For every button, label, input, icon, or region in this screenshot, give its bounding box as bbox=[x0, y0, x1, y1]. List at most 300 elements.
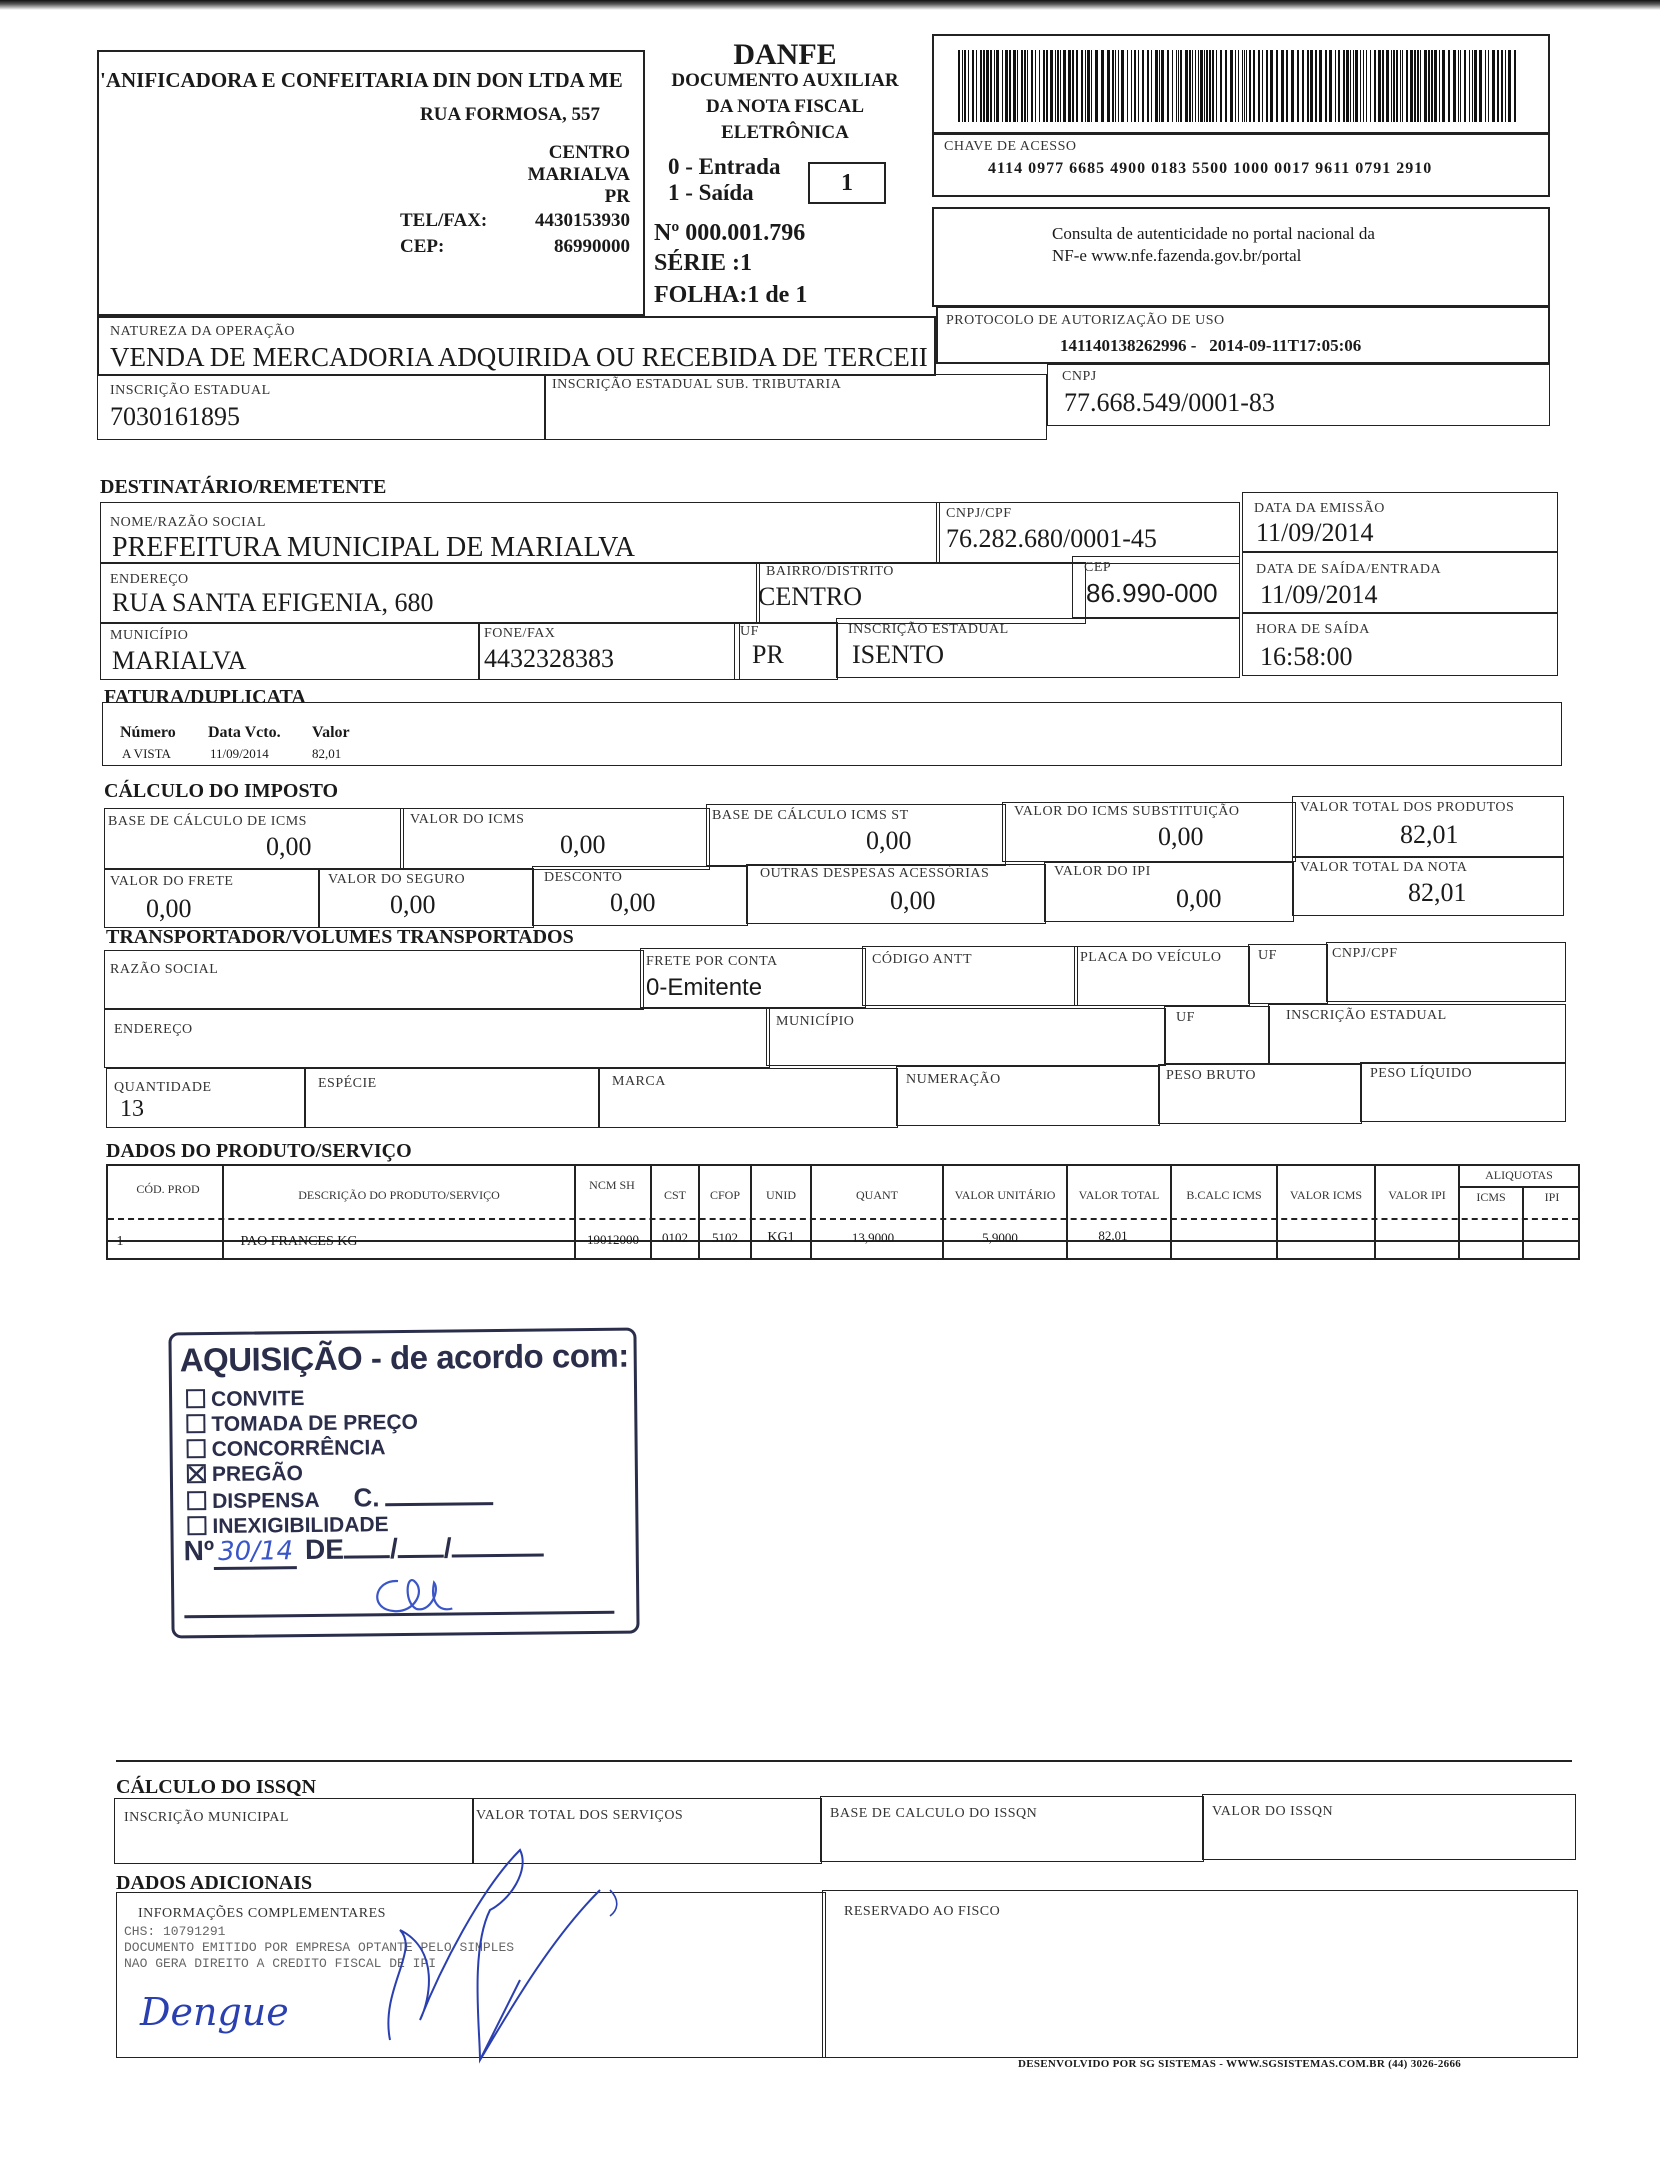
barcode-bar bbox=[1204, 50, 1205, 122]
barcode-bar bbox=[1017, 50, 1018, 122]
emitente-district: CENTRO bbox=[548, 142, 630, 163]
barcode-bar bbox=[1039, 50, 1040, 122]
stamp-c-line bbox=[386, 1502, 494, 1506]
barcode-bar bbox=[1414, 50, 1416, 122]
barcode-bar bbox=[1195, 50, 1196, 122]
barcode-bar bbox=[1121, 50, 1124, 122]
barcode-bar bbox=[1424, 50, 1427, 122]
barcode-bar bbox=[1076, 50, 1078, 122]
barcode-bar bbox=[1319, 50, 1322, 122]
barcode-bar bbox=[1417, 50, 1419, 122]
adicionais-info-label: INFORMAÇÕES COMPLEMENTARES bbox=[138, 1906, 386, 1921]
barcode-bar bbox=[1055, 50, 1056, 122]
base-st-value: 0,00 bbox=[866, 826, 912, 855]
transp-uf-label: UF bbox=[1258, 948, 1277, 963]
col-aliq-icms: ICMS bbox=[1476, 1190, 1506, 1204]
col-aliq: ALIQUOTAS bbox=[1485, 1168, 1553, 1182]
protocolo-value: 141140138262996 - 2014-09-11T17:05:06 bbox=[1060, 336, 1362, 355]
barcode-bar bbox=[1310, 50, 1313, 122]
acquisition-stamp bbox=[168, 1328, 639, 1639]
stamp-option-concorrencia: CONCORRÊNCIA bbox=[187, 1434, 494, 1462]
valor-icms-label: VALOR DO ICMS bbox=[410, 812, 525, 827]
barcode-bar bbox=[958, 50, 960, 122]
barcode-bar bbox=[1281, 50, 1284, 122]
barcode-bar bbox=[994, 50, 995, 122]
barcode-bar bbox=[1469, 50, 1470, 122]
stamp-option-tomada: TOMADA DE PREÇO bbox=[186, 1409, 493, 1437]
barcode-bar bbox=[1485, 50, 1486, 122]
barcode-bar bbox=[968, 50, 969, 122]
base-icms-label: BASE DE CÁLCULO DE ICMS bbox=[108, 814, 307, 829]
cnpj-value: 77.668.549/0001-83 bbox=[1064, 388, 1275, 417]
barcode-bar bbox=[1072, 50, 1074, 122]
barcode-bar bbox=[1107, 50, 1110, 122]
barcode-bar bbox=[1315, 50, 1317, 122]
barcode-bar bbox=[1138, 50, 1139, 122]
barcode-bar bbox=[1112, 50, 1114, 122]
barcode-bar bbox=[1307, 50, 1309, 122]
natureza-label: NATUREZA DA OPERAÇÃO bbox=[110, 324, 296, 339]
dest-bairro-value: CENTRO bbox=[758, 582, 862, 611]
emitente-cep-label: CEP: bbox=[400, 236, 445, 257]
dest-fone-value: 4432328383 bbox=[484, 644, 614, 673]
barcode-bar bbox=[1043, 50, 1045, 122]
stamp-de-label: DE bbox=[304, 1533, 345, 1566]
total-nota-value: 82,01 bbox=[1408, 878, 1467, 907]
transp-antt-label: CÓDIGO ANTT bbox=[872, 952, 972, 967]
dest-endereco-value: RUA SANTA EFIGENIA, 680 bbox=[112, 588, 434, 617]
stamp-initials-scribble bbox=[354, 1560, 465, 1621]
barcode-bar bbox=[1442, 50, 1445, 122]
danfe-subtitle-1: DOCUMENTO AUXILIAR bbox=[671, 70, 899, 91]
barcode-bar bbox=[1046, 50, 1048, 122]
seguro-value: 0,00 bbox=[390, 890, 436, 919]
checkbox-empty-icon bbox=[187, 1491, 206, 1510]
barcode-bar bbox=[1185, 50, 1188, 122]
row-unid: KG1 bbox=[767, 1230, 795, 1245]
dest-uf-label: UF bbox=[740, 624, 759, 639]
ipi-label: VALOR DO IPI bbox=[1054, 864, 1151, 879]
consulta-text-2: NF-e www.nfe.fazenda.gov.br/portal bbox=[1052, 246, 1302, 265]
dest-uf-value: PR bbox=[752, 640, 784, 669]
barcode-bar bbox=[1360, 50, 1361, 122]
barcode-bar bbox=[1147, 50, 1149, 122]
dest-ie-label: INSCRIÇÃO ESTADUAL bbox=[848, 622, 1009, 637]
col-ncm: NCM SH bbox=[589, 1178, 635, 1192]
barcode-bar bbox=[1458, 50, 1459, 122]
base-icms-value: 0,00 bbox=[266, 832, 312, 861]
barcode-bar bbox=[1363, 50, 1364, 122]
barcode-bar bbox=[986, 50, 989, 122]
stamp-option-pregao: PREGÃO bbox=[187, 1459, 494, 1487]
col-vipi: VALOR IPI bbox=[1388, 1188, 1446, 1202]
barcode-bar bbox=[972, 50, 974, 122]
barcode-bar bbox=[1178, 50, 1179, 122]
footer-credit: DESENVOLVIDO POR SG SISTEMAS - WWW.SGSISTEMAS.COM.BR (44) 3026-2666 bbox=[1018, 2058, 1462, 2070]
barcode-bar bbox=[1492, 50, 1495, 122]
danfe-saida: 1 - Saída bbox=[668, 180, 754, 205]
fatura-h-valor: Valor bbox=[312, 724, 350, 741]
barcode-bar bbox=[1391, 50, 1392, 122]
desconto-label: DESCONTO bbox=[544, 870, 623, 885]
barcode-bar bbox=[996, 50, 999, 122]
natureza-value: VENDA DE MERCADORIA ADQUIRIDA OU RECEBIDA DE TERCEII bbox=[110, 342, 928, 372]
fatura-h-numero: Número bbox=[120, 724, 176, 741]
seguro-label: VALOR DO SEGURO bbox=[328, 872, 466, 887]
transp-qtd-label: QUANTIDADE bbox=[114, 1080, 212, 1095]
barcode-bar bbox=[1063, 50, 1066, 122]
outras-value: 0,00 bbox=[890, 886, 936, 915]
col-unit: VALOR UNITÁRIO bbox=[954, 1188, 1056, 1202]
issqn-rule bbox=[116, 1760, 1572, 1762]
produtos-section: DADOS DO PRODUTO/SERVIÇO bbox=[106, 1140, 412, 1162]
barcode-bar bbox=[983, 50, 985, 122]
adicionais-fisco-label: RESERVADO AO FISCO bbox=[844, 1904, 1001, 1919]
barcode-bar bbox=[1464, 50, 1466, 122]
row-total: 82,01 bbox=[1098, 1228, 1128, 1243]
barcode-bar bbox=[1013, 50, 1016, 122]
transp-numeracao-label: NUMERAÇÃO bbox=[906, 1072, 1001, 1087]
barcode-bar bbox=[990, 50, 992, 122]
barcode-bar bbox=[1474, 50, 1477, 122]
barcode-bar bbox=[1514, 50, 1516, 122]
ipi-value: 0,00 bbox=[1176, 884, 1222, 913]
issqn-section: CÁLCULO DO ISSQN bbox=[116, 1776, 317, 1798]
barcode-bar bbox=[1270, 50, 1273, 122]
barcode-bar bbox=[1335, 50, 1336, 122]
col-aliq-ipi: IPI bbox=[1544, 1190, 1560, 1204]
barcode-bar bbox=[976, 50, 977, 122]
barcode-bar bbox=[1302, 50, 1304, 122]
dest-saida-value: 11/09/2014 bbox=[1260, 580, 1378, 609]
barcode-bar bbox=[1009, 50, 1011, 122]
dest-cep-label: CEP bbox=[1084, 560, 1112, 575]
emitente-tel-label: TEL/FAX: bbox=[400, 210, 488, 231]
valor-st-label: VALOR DO ICMS SUBSTITUIÇÃO bbox=[1014, 804, 1240, 819]
barcode-bar bbox=[1343, 50, 1345, 122]
dest-bairro-label: BAIRRO/DISTRITO bbox=[766, 564, 894, 579]
checkbox-empty-icon bbox=[187, 1516, 206, 1535]
danfe-subtitle-3: ELETRÔNICA bbox=[721, 122, 849, 143]
danfe-title: DANFE bbox=[733, 38, 837, 71]
fatura-numero: A VISTA bbox=[122, 746, 171, 761]
adicionais-line-3: NAO GERA DIREITO A CREDITO FISCAL DE IPI bbox=[124, 1956, 437, 1971]
barcode-bar bbox=[1291, 50, 1294, 122]
imposto-section: CÁLCULO DO IMPOSTO bbox=[104, 780, 339, 802]
barcode-bar bbox=[1155, 50, 1158, 122]
dest-cnpj-label: CNPJ/CPF bbox=[946, 506, 1012, 521]
barcode-bar bbox=[1212, 50, 1214, 122]
barcode-bar bbox=[1134, 50, 1136, 122]
barcode-bar bbox=[1253, 50, 1255, 122]
barcode-bar bbox=[1325, 50, 1327, 122]
barcode-bar bbox=[1159, 50, 1160, 122]
valor-st-value: 0,00 bbox=[1158, 822, 1204, 851]
barcode-bar bbox=[1200, 50, 1203, 122]
barcode-bar bbox=[1410, 50, 1413, 122]
barcode-bar bbox=[1350, 50, 1351, 122]
dest-saida-label: DATA DE SAÍDA/ENTRADA bbox=[1256, 562, 1442, 577]
barcode-bar bbox=[980, 50, 982, 122]
dest-endereco-label: ENDEREÇO bbox=[110, 572, 189, 587]
barcode-bar bbox=[1338, 50, 1340, 122]
barcode-bar bbox=[1249, 50, 1251, 122]
danfe-numero: Nº 000.001.796 bbox=[654, 220, 806, 246]
row-unit: 5,9000 bbox=[982, 1230, 1018, 1245]
issqn-vts-label: VALOR TOTAL DOS SERVIÇOS bbox=[476, 1808, 684, 1823]
barcode-bar bbox=[1216, 50, 1217, 122]
transp-uf2-label: UF bbox=[1176, 1010, 1195, 1025]
barcode-bar bbox=[1406, 50, 1408, 122]
stamp-option-inexigibilidade: INEXIGIBILIDADE bbox=[187, 1511, 494, 1539]
frete-value: 0,00 bbox=[146, 894, 192, 923]
transp-especie-label: ESPÉCIE bbox=[318, 1076, 377, 1091]
checkbox-empty-icon bbox=[186, 1389, 205, 1408]
barcode-bar bbox=[1431, 50, 1433, 122]
barcode-bar bbox=[1353, 50, 1354, 122]
barcode-bar bbox=[1382, 50, 1384, 122]
adicionais-section: DADOS ADICIONAIS bbox=[116, 1872, 313, 1894]
barcode-bar bbox=[1081, 50, 1083, 122]
barcode-bar bbox=[1297, 50, 1299, 122]
barcode-bar bbox=[1448, 50, 1450, 122]
issqn-valor-label: VALOR DO ISSQN bbox=[1212, 1804, 1334, 1819]
stamp-no-label: Nº bbox=[183, 1534, 215, 1567]
emitente-street: RUA FORMOSA, 557 bbox=[420, 104, 600, 125]
transp-razao-box bbox=[104, 950, 644, 1010]
barcode-bar bbox=[1085, 50, 1086, 122]
transp-peso-bruto-label: PESO BRUTO bbox=[1166, 1068, 1256, 1083]
danfe-serie: SÉRIE :1 bbox=[654, 250, 753, 276]
barcode-bar bbox=[1027, 50, 1028, 122]
barcode-bar bbox=[1378, 50, 1381, 122]
row-cod: 1 bbox=[116, 1234, 124, 1249]
barcode-bar bbox=[1276, 50, 1278, 122]
chave-label: CHAVE DE ACESSO bbox=[944, 139, 1077, 154]
barcode-bar bbox=[962, 50, 963, 122]
barcode-bar bbox=[1366, 50, 1367, 122]
barcode-bar bbox=[1131, 50, 1132, 122]
transp-cnpj-label: CNPJ/CPF bbox=[1332, 946, 1398, 961]
frete-label: VALOR DO FRETE bbox=[110, 874, 234, 889]
barcode-bar bbox=[1142, 50, 1144, 122]
barcode-bar bbox=[1151, 50, 1152, 122]
barcode-bar bbox=[1057, 50, 1059, 122]
stamp-option-convite: CONVITE bbox=[186, 1384, 493, 1412]
fatura-h-data: Data Vcto. bbox=[208, 724, 281, 741]
emitente-tel: 4430153930 bbox=[535, 210, 630, 231]
consulta-text-1: Consulta de autenticidade no portal nacional da bbox=[1052, 224, 1375, 243]
barcode-bar bbox=[964, 50, 966, 122]
valor-icms-value: 0,00 bbox=[560, 830, 606, 859]
col-total: VALOR TOTAL bbox=[1078, 1188, 1160, 1202]
danfe-subtitle-2: DA NOTA FISCAL bbox=[705, 96, 864, 117]
barcode-bar bbox=[1230, 50, 1233, 122]
barcode-bar bbox=[1396, 50, 1398, 122]
barcode-bar bbox=[1453, 50, 1456, 122]
transp-ie-label: INSCRIÇÃO ESTADUAL bbox=[1286, 1008, 1447, 1023]
transp-marca-label: MARCA bbox=[612, 1074, 666, 1089]
stamp-c-label: C. bbox=[353, 1482, 380, 1513]
barcode-bar bbox=[1402, 50, 1403, 122]
dest-hora-value: 16:58:00 bbox=[1260, 642, 1353, 671]
barcode-bar bbox=[1180, 50, 1182, 122]
transp-qtd-value: 13 bbox=[120, 1096, 144, 1122]
dest-hora-label: HORA DE SAÍDA bbox=[1256, 622, 1370, 637]
checkbox-empty-icon bbox=[187, 1439, 206, 1458]
dest-nome-label: NOME/RAZÃO SOCIAL bbox=[110, 515, 266, 530]
transp-municipio-label: MUNICÍPIO bbox=[776, 1014, 855, 1029]
emitente-name: 'ANIFICADORA E CONFEITARIA DIN DON LTDA ME bbox=[100, 68, 623, 92]
fatura-data: 11/09/2014 bbox=[210, 746, 269, 761]
transp-endereco-box bbox=[104, 1008, 770, 1068]
issqn-base-label: BASE DE CALCULO DO ISSQN bbox=[830, 1806, 1038, 1821]
transporte-section: TRANSPORTADOR/VOLUMES TRANSPORTADOS bbox=[106, 926, 574, 948]
col-quant: QUANT bbox=[856, 1188, 898, 1202]
ie-label: INSCRIÇÃO ESTADUAL bbox=[110, 383, 271, 398]
barcode-bar bbox=[1189, 50, 1191, 122]
col-vicms: VALOR ICMS bbox=[1289, 1188, 1363, 1202]
checkbox-checked-icon bbox=[187, 1464, 206, 1483]
transp-placa-label: PLACA DO VEÍCULO bbox=[1080, 950, 1222, 965]
scan-edge bbox=[0, 0, 1660, 10]
transp-frete-value: 0-Emitente bbox=[646, 974, 763, 1001]
col-desc: DESCRIÇÃO DO PRODUTO/SERVIÇO bbox=[298, 1188, 500, 1202]
total-prod-value: 82,01 bbox=[1400, 820, 1459, 849]
barcode-bar bbox=[1068, 50, 1071, 122]
barcode-bar bbox=[1439, 50, 1440, 122]
dest-ie-value: ISENTO bbox=[852, 640, 944, 669]
base-st-label: BASE DE CÁLCULO ICMS ST bbox=[712, 808, 909, 823]
barcode bbox=[958, 50, 1520, 122]
barcode-bar bbox=[1329, 50, 1332, 122]
barcode-bar bbox=[1428, 50, 1430, 122]
row-desc: PAO FRANCES KG bbox=[240, 1234, 358, 1249]
danfe-entrada: 0 - Entrada bbox=[668, 154, 781, 179]
fatura-section: FATURA/DUPLICATA bbox=[104, 686, 306, 708]
barcode-bar bbox=[1242, 50, 1243, 122]
dest-municipio-value: MARIALVA bbox=[112, 646, 247, 675]
dest-municipio-label: MUNICÍPIO bbox=[110, 628, 189, 643]
row-cfop: 5102 bbox=[712, 1230, 738, 1245]
barcode-bar bbox=[1346, 50, 1349, 122]
total-prod-label: VALOR TOTAL DOS PRODUTOS bbox=[1300, 800, 1515, 815]
emitente-state: PR bbox=[604, 186, 630, 207]
stamp-option-dispensa: DISPENSA C. bbox=[187, 1484, 494, 1514]
barcode-bar bbox=[1118, 50, 1119, 122]
barcode-bar bbox=[1472, 50, 1473, 122]
barcode-bar bbox=[1460, 50, 1461, 122]
barcode-bar bbox=[1246, 50, 1247, 122]
dest-emissao-label: DATA DA EMISSÃO bbox=[1254, 501, 1385, 516]
chave-value: 4114 0977 6685 4900 0183 5500 1000 0017 9611 0791 2910 bbox=[988, 160, 1433, 177]
barcode-bar bbox=[1024, 50, 1026, 122]
barcode-bar bbox=[1095, 50, 1098, 122]
col-bcalc: B.CALC ICMS bbox=[1186, 1188, 1262, 1202]
emitente-cep: 86990000 bbox=[554, 236, 630, 257]
row-ncm: 19012000 bbox=[587, 1232, 639, 1247]
barcode-bar bbox=[1286, 50, 1288, 122]
barcode-bar bbox=[1050, 50, 1053, 122]
desconto-value: 0,00 bbox=[610, 888, 656, 917]
barcode-bar bbox=[1488, 50, 1489, 122]
col-cod: CÓD. PROD bbox=[136, 1182, 200, 1196]
destinatario-section: DESTINATÁRIO/REMETENTE bbox=[100, 476, 387, 498]
barcode-bar bbox=[1244, 50, 1245, 122]
row-cst: 0102 bbox=[662, 1230, 688, 1245]
dest-cep-value: 86.990-000 bbox=[1086, 578, 1218, 608]
barcode-bar bbox=[1262, 50, 1263, 122]
barcode-bar bbox=[1235, 50, 1236, 122]
barcode-bar bbox=[1386, 50, 1389, 122]
signature-scribble bbox=[360, 1830, 660, 2080]
stamp-title: AQUISIÇÃO - de acordo com: bbox=[179, 1336, 629, 1379]
barcode-bar bbox=[1176, 50, 1177, 122]
barcode-bar bbox=[1355, 50, 1358, 122]
barcode-bar bbox=[1238, 50, 1239, 122]
barcode-bar bbox=[1192, 50, 1193, 122]
transp-frete-label: FRETE POR CONTA bbox=[646, 954, 778, 969]
checkbox-empty-icon bbox=[186, 1414, 205, 1433]
stamp-no-value: 30/14 bbox=[214, 1536, 297, 1570]
barcode-bar bbox=[1167, 50, 1169, 122]
col-unid: UNID bbox=[766, 1188, 796, 1202]
barcode-bar bbox=[1198, 50, 1199, 122]
barcode-bar bbox=[1021, 50, 1023, 122]
protocolo-label: PROTOCOLO DE AUTORIZAÇÃO DE USO bbox=[946, 313, 1225, 328]
transp-peso-liquido-label: PESO LÍQUIDO bbox=[1370, 1066, 1473, 1081]
issqn-im-label: INSCRIÇÃO MUNICIPAL bbox=[124, 1810, 289, 1825]
barcode-bar bbox=[1370, 50, 1371, 122]
barcode-bar bbox=[1479, 50, 1482, 122]
barcode-bar bbox=[1002, 50, 1003, 122]
barcode-bar bbox=[1374, 50, 1376, 122]
barcode-bar bbox=[1497, 50, 1499, 122]
col-cfop: CFOP bbox=[709, 1188, 741, 1202]
dest-emissao-value: 11/09/2014 bbox=[1256, 518, 1374, 547]
adicionais-line-2: DOCUMENTO EMITIDO POR EMPRESA OPTANTE PELO SIMPLES bbox=[124, 1940, 515, 1955]
barcode-bar bbox=[1172, 50, 1173, 122]
stamp-no-line: Nº 30/14 DE / / bbox=[184, 1532, 544, 1568]
barcode-bar bbox=[1434, 50, 1437, 122]
barcode-bar bbox=[1220, 50, 1222, 122]
barcode-bar bbox=[1508, 50, 1511, 122]
emitente-city: MARIALVA bbox=[527, 164, 630, 185]
barcode-bar bbox=[1501, 50, 1503, 122]
adicionais-line-1: CHS: 10791291 bbox=[124, 1924, 226, 1939]
stamp-options bbox=[186, 1384, 494, 1539]
fatura-valor: 82,01 bbox=[312, 746, 342, 761]
barcode-bar bbox=[1005, 50, 1008, 122]
dest-cnpj-value: 76.282.680/0001-45 bbox=[946, 524, 1157, 553]
row-quant: 13,9000 bbox=[851, 1230, 895, 1245]
barcode-bar bbox=[1060, 50, 1061, 122]
barcode-bar bbox=[1091, 50, 1092, 122]
transp-endereco-label: ENDEREÇO bbox=[114, 1022, 193, 1037]
barcode-bar bbox=[1087, 50, 1090, 122]
iest-label: INSCRIÇÃO ESTADUAL SUB. TRIBUTARIA bbox=[552, 377, 842, 392]
barcode-bar bbox=[1101, 50, 1104, 122]
barcode-bar bbox=[1031, 50, 1033, 122]
handwritten-note: Dengue bbox=[140, 1990, 289, 2034]
barcode-bar bbox=[1400, 50, 1401, 122]
transp-razao-label: RAZÃO SOCIAL bbox=[110, 962, 219, 977]
danfe-folha: FOLHA:1 de 1 bbox=[654, 282, 808, 308]
barcode-bar bbox=[1258, 50, 1260, 122]
barcode-bar bbox=[1266, 50, 1268, 122]
barcode-bar bbox=[1393, 50, 1395, 122]
barcode-bar bbox=[1035, 50, 1036, 122]
